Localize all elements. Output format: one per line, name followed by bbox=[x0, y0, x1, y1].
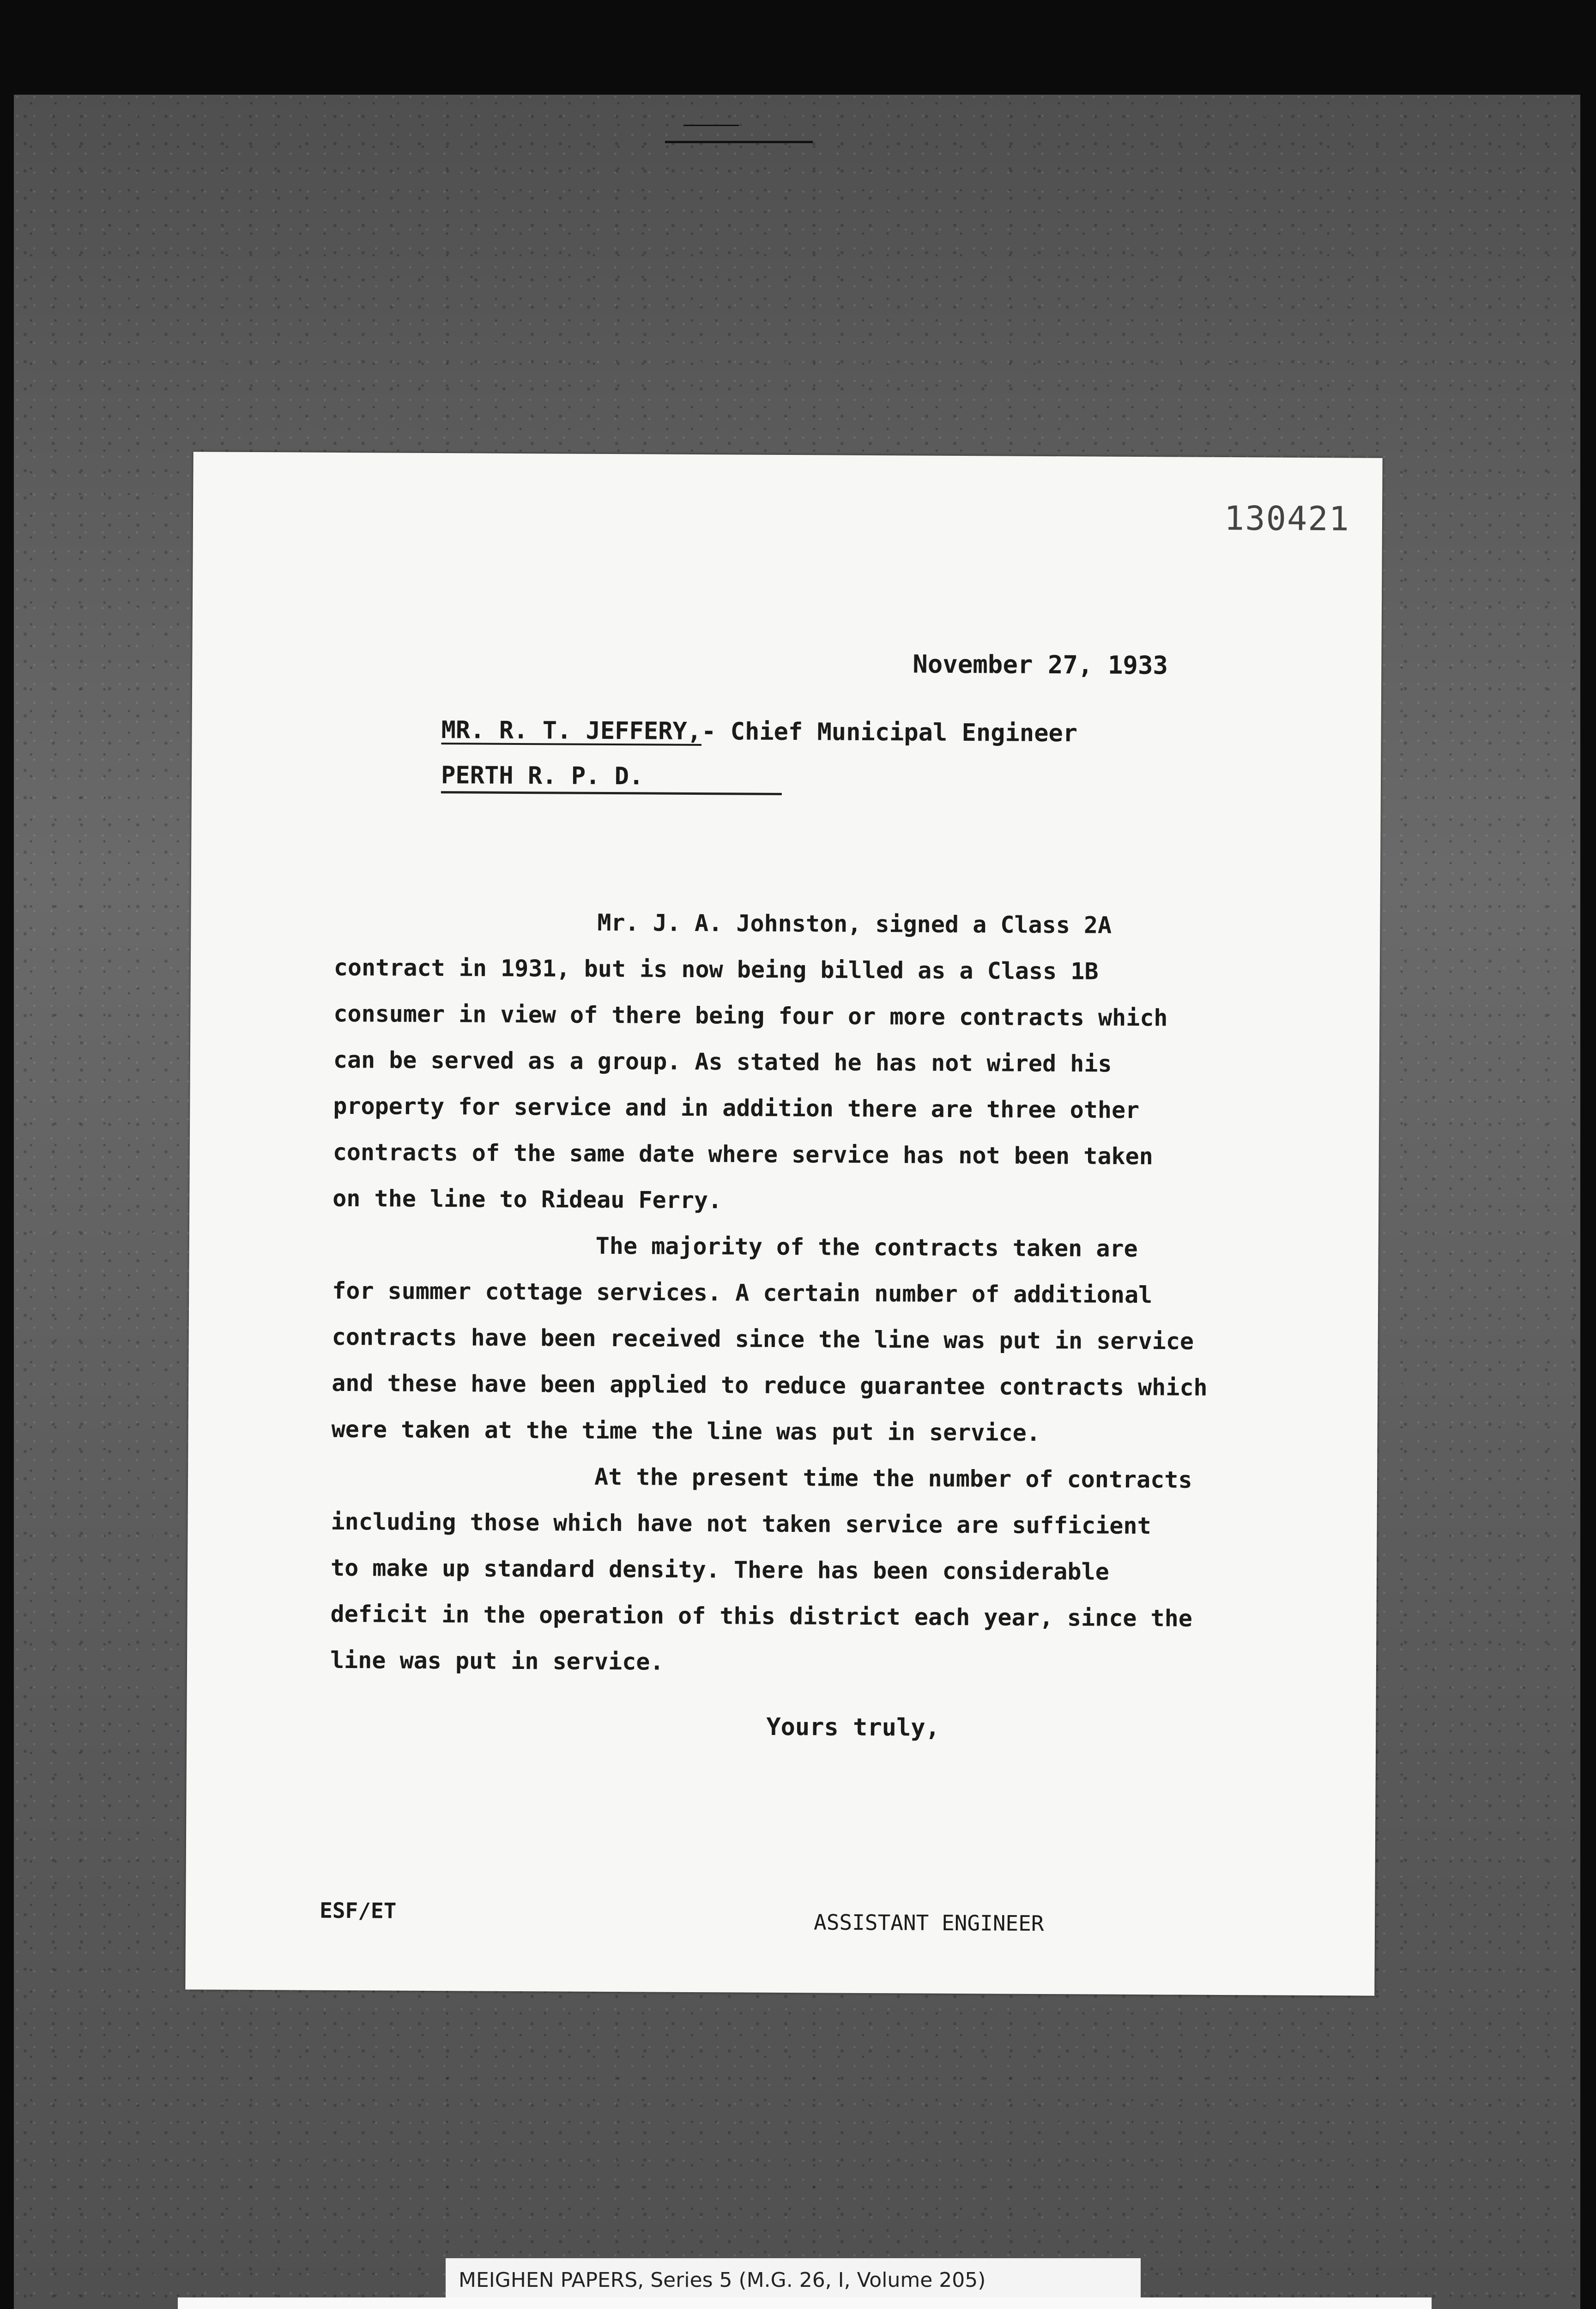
letter-page bbox=[185, 452, 1382, 1995]
archives-card bbox=[178, 2297, 1432, 2309]
body-line: The majority of the contracts taken are bbox=[595, 1232, 1138, 1263]
collection-label: MEIGHEN PAPERS, Series 5 (M.G. 26, I, Volume 205) bbox=[446, 2258, 1141, 2309]
body-line: consumer in view of there being four or more contracts which bbox=[333, 1000, 1168, 1032]
addressee-name: MR. R. T. JEFFERY, bbox=[441, 716, 702, 746]
body-line: can be served as a group. As stated he has not wired his bbox=[333, 1046, 1112, 1077]
body-line: and these have been applied to reduce guarantee contracts which bbox=[332, 1369, 1208, 1401]
film-scratch bbox=[665, 141, 813, 143]
film-scratch bbox=[683, 125, 739, 126]
addressee-location-line bbox=[441, 762, 782, 791]
body-line: At the present time the number of contracts bbox=[594, 1463, 1192, 1493]
letter-body bbox=[330, 898, 1350, 1688]
body-line: to make up standard density. There has been considerable bbox=[330, 1554, 1109, 1585]
body-line: Mr. J. A. Johnston, signed a Class 2A bbox=[597, 909, 1112, 939]
body-line: were taken at the time the line was put in service. bbox=[331, 1415, 1041, 1446]
body-line: deficit in the operation of this district each year, since the bbox=[330, 1600, 1193, 1632]
body-line: on the line to Rideau Ferry. bbox=[332, 1185, 722, 1214]
signature-title: ASSISTANT ENGINEER bbox=[813, 1910, 1044, 1936]
body-line: contracts have been received since the line was put in service bbox=[332, 1323, 1194, 1355]
stamp-number: 130421 bbox=[1224, 498, 1350, 538]
letter-closing: Yours truly, bbox=[766, 1713, 940, 1742]
letter-date: November 27, 1933 bbox=[913, 649, 1168, 680]
addressee-line bbox=[441, 716, 1077, 747]
body-line: for summer cottage services. A certain number of additional bbox=[332, 1277, 1153, 1309]
addressee-title: - Chief Municipal Engineer bbox=[701, 718, 1078, 748]
addressee-location: PERTH R. P. D. bbox=[441, 762, 782, 795]
body-line: line was put in service. bbox=[330, 1646, 664, 1675]
body-line: contracts of the same date where service has not been taken bbox=[332, 1138, 1153, 1170]
body-line: including those which have not taken service are sufficient bbox=[331, 1508, 1151, 1540]
body-line: contract in 1931, but is now being billed as a Class 1B bbox=[333, 954, 1099, 985]
body-line: property for service and in addition there are three other bbox=[333, 1092, 1140, 1124]
reference-initials: ESF/ET bbox=[320, 1898, 397, 1923]
